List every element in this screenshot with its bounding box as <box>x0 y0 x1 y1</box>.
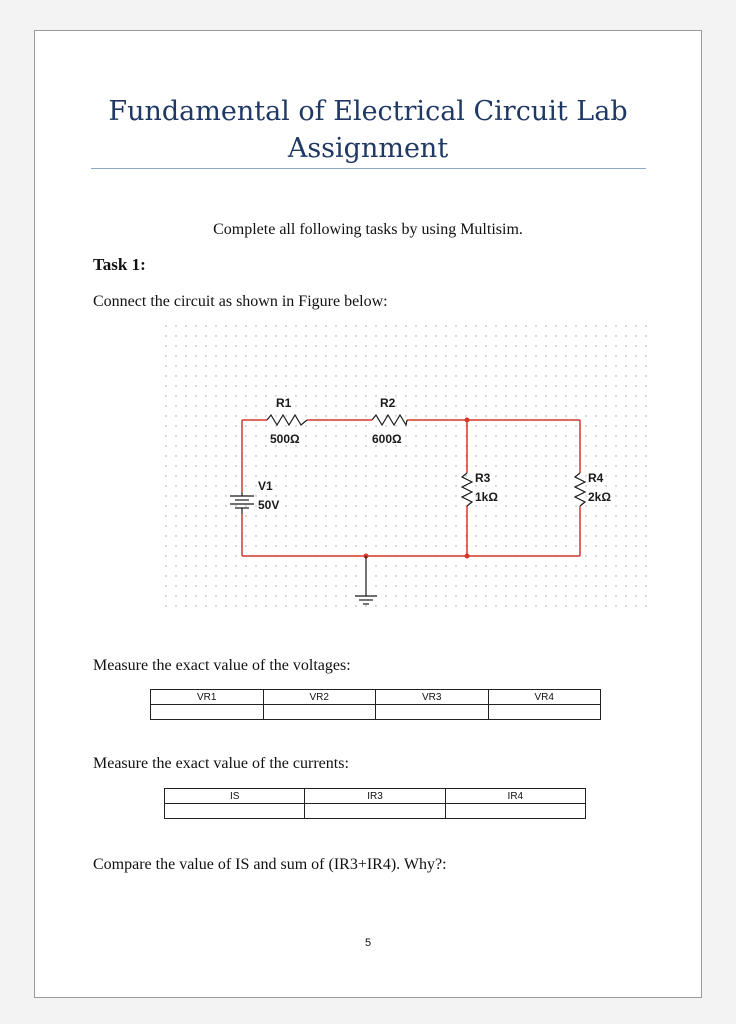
r2-value: 600Ω <box>372 432 402 446</box>
task-heading: Task 1: <box>93 255 146 274</box>
voltage-header-cell: VR2 <box>263 690 376 705</box>
v1-value: 50V <box>258 498 280 512</box>
voltage-header-cell: VR4 <box>488 690 601 705</box>
voltage-value-cell[interactable] <box>151 705 264 720</box>
r3-value: 1kΩ <box>475 490 498 504</box>
current-value-cell[interactable] <box>445 804 585 819</box>
r4-value: 2kΩ <box>588 490 611 504</box>
r3-label: R3 <box>475 471 491 485</box>
voltage-value-cell[interactable] <box>376 705 489 720</box>
schematic-grid <box>162 322 647 612</box>
voltage-header-cell: VR1 <box>151 690 264 705</box>
voltage-value-cell[interactable] <box>263 705 376 720</box>
r4-label: R4 <box>588 471 604 485</box>
current-value-row <box>165 804 586 819</box>
currents-instruction: Measure the exact value of the currents: <box>93 755 349 772</box>
voltage-value-row <box>151 705 601 720</box>
current-header-row <box>165 789 586 804</box>
intro-text: Complete all following tasks by using Multisim. <box>213 221 523 238</box>
current-value-cell[interactable] <box>165 804 305 819</box>
voltage-header-cell: VR3 <box>376 690 489 705</box>
title-line-1: Fundamental of Electrical Circuit Lab <box>108 96 628 127</box>
voltage-value-cell[interactable] <box>488 705 601 720</box>
compare-question: Compare the value of IS and sum of (IR3+IR4). Why?: <box>93 856 447 873</box>
circuit-figure <box>162 322 647 612</box>
title-divider <box>91 168 646 169</box>
current-header-cell: IR3 <box>305 789 445 804</box>
voltages-instruction: Measure the exact value of the voltages: <box>93 657 351 674</box>
current-table <box>164 788 586 819</box>
v1-label: V1 <box>258 479 273 493</box>
title-line-2: Assignment <box>287 133 449 164</box>
r2-label: R2 <box>380 396 396 410</box>
voltage-header-row <box>151 690 601 705</box>
current-header-cell: IR4 <box>445 789 585 804</box>
document-page <box>34 30 702 998</box>
r1-label: R1 <box>276 396 292 410</box>
voltage-table <box>150 689 601 720</box>
current-header-cell: IS <box>165 789 305 804</box>
document-title <box>35 93 701 167</box>
connect-instruction: Connect the circuit as shown in Figure below: <box>93 293 388 310</box>
current-value-cell[interactable] <box>305 804 445 819</box>
page-number: 5 <box>364 937 372 949</box>
r1-value: 500Ω <box>270 432 300 446</box>
